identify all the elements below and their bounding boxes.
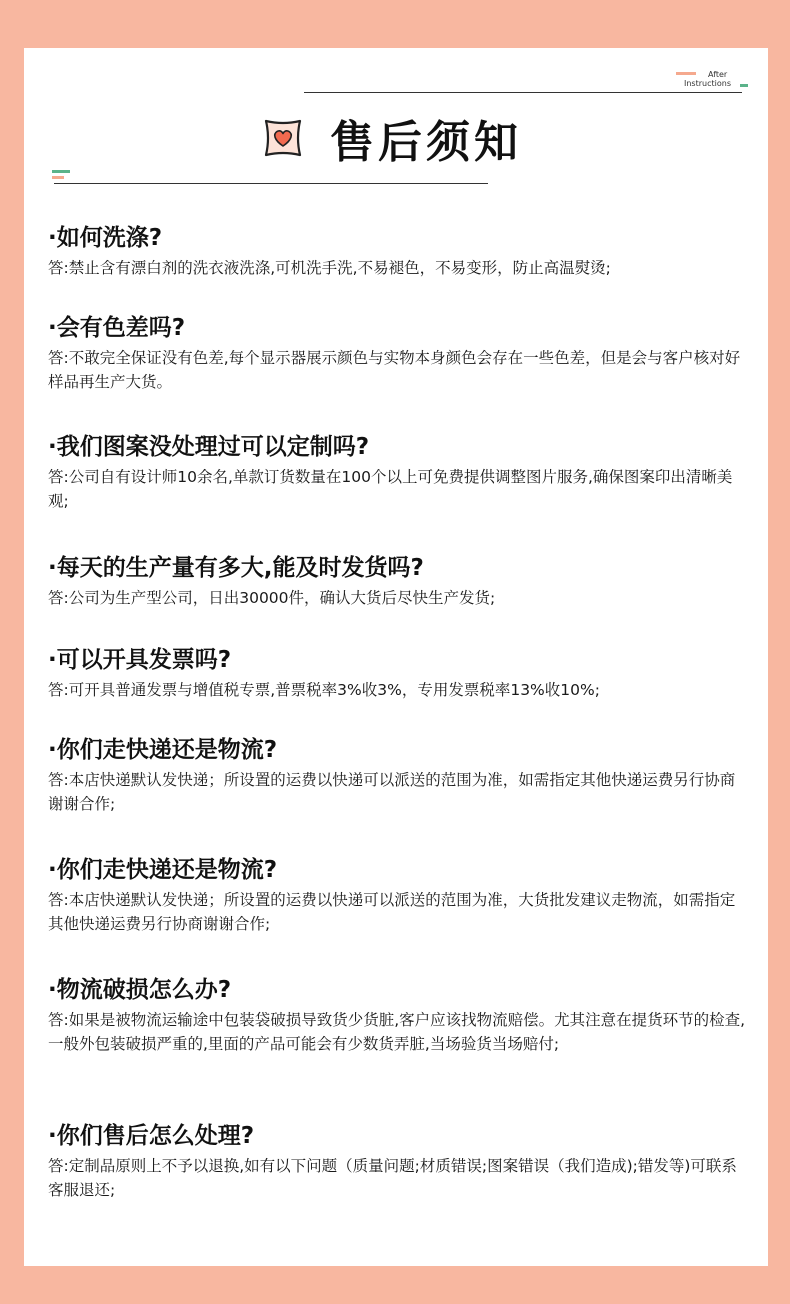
faq-question: ·如何洗涤? xyxy=(48,225,163,251)
faq-item-shipping-2 xyxy=(48,854,748,936)
faq-question: ·可以开具发票吗? xyxy=(48,647,232,673)
faq-answer: 答:定制品原则上不予以退换,如有以下问题（质量问题;材质错误;图案错误（我们造成);错发等)可联系客服退还; xyxy=(48,1157,737,1199)
faq-answer: 答:如果是被物流运输途中包装袋破损导致货少货脏,客户应该找物流赔偿。尤其注意在提货环节的检查,一般外包装破损严重的,里面的产品可能会有少数货弄脏,当场验货当场赔付; xyxy=(48,1011,746,1053)
heart-pillow-icon xyxy=(260,115,306,161)
green-accent-bar xyxy=(740,84,748,87)
faq-answer: 答:本店快递默认发快递；所设置的运费以快递可以派送的范围为准，大货批发建议走物流，如需指定其他快递运费另行协商谢谢合作; xyxy=(48,891,736,933)
green-accent-bar xyxy=(52,170,70,173)
faq-item-after-sales xyxy=(48,1120,748,1202)
faq-question: ·物流破损怎么办? xyxy=(48,977,232,1003)
tag-line-after: After xyxy=(708,70,728,79)
after-instructions-tag xyxy=(676,70,748,90)
faq-item-production xyxy=(48,552,495,610)
peach-accent-bar xyxy=(676,72,696,75)
faq-answer: 答:公司自有设计师10余名,单款订货数量在100个以上可免费提供调整图片服务,确保图案印出清晰美观; xyxy=(48,468,733,510)
faq-item-damage xyxy=(48,974,748,1056)
content-card xyxy=(24,48,768,1266)
bottom-divider xyxy=(54,183,488,184)
faq-answer: 答:禁止含有漂白剂的洗衣液洗涤,可机洗手洗,不易褪色，不易变形，防止高温熨烫; xyxy=(48,259,611,277)
faq-answer: 答:本店快递默认发快递；所设置的运费以快递可以派送的范围为准，如需指定其他快递运费另行协商谢谢合作; xyxy=(48,771,736,813)
faq-question: ·你们走快递还是物流? xyxy=(48,857,278,883)
faq-question: ·每天的生产量有多大,能及时发货吗? xyxy=(48,555,424,581)
left-accent-marks xyxy=(52,170,70,179)
faq-item-invoice xyxy=(48,644,600,702)
faq-question: ·会有色差吗? xyxy=(48,315,186,341)
faq-answer: 答:可开具普通发票与增值税专票,普票税率3%收3%，专用发票税率13%收10%; xyxy=(48,681,600,699)
faq-item-customization xyxy=(48,431,748,513)
faq-question: ·你们走快递还是物流? xyxy=(48,737,278,763)
page-title: 售后须知 xyxy=(330,117,522,168)
faq-item-washing xyxy=(48,222,611,280)
peach-accent-bar xyxy=(52,176,64,179)
faq-item-shipping-1 xyxy=(48,734,748,816)
page-header xyxy=(260,108,522,168)
faq-item-color-difference xyxy=(48,312,748,394)
faq-question: ·你们售后怎么处理? xyxy=(48,1123,255,1149)
faq-question: ·我们图案没处理过可以定制吗? xyxy=(48,434,370,460)
faq-answer: 答:公司为生产型公司，日出30000件，确认大货后尽快生产发货; xyxy=(48,589,496,607)
tag-line-instructions: Instructions xyxy=(684,79,731,88)
faq-answer: 答:不敢完全保证没有色差,每个显示器展示颜色与实物本身颜色会存在一些色差，但是会与客户核对好样品再生产大货。 xyxy=(48,349,741,391)
top-divider xyxy=(304,92,742,93)
